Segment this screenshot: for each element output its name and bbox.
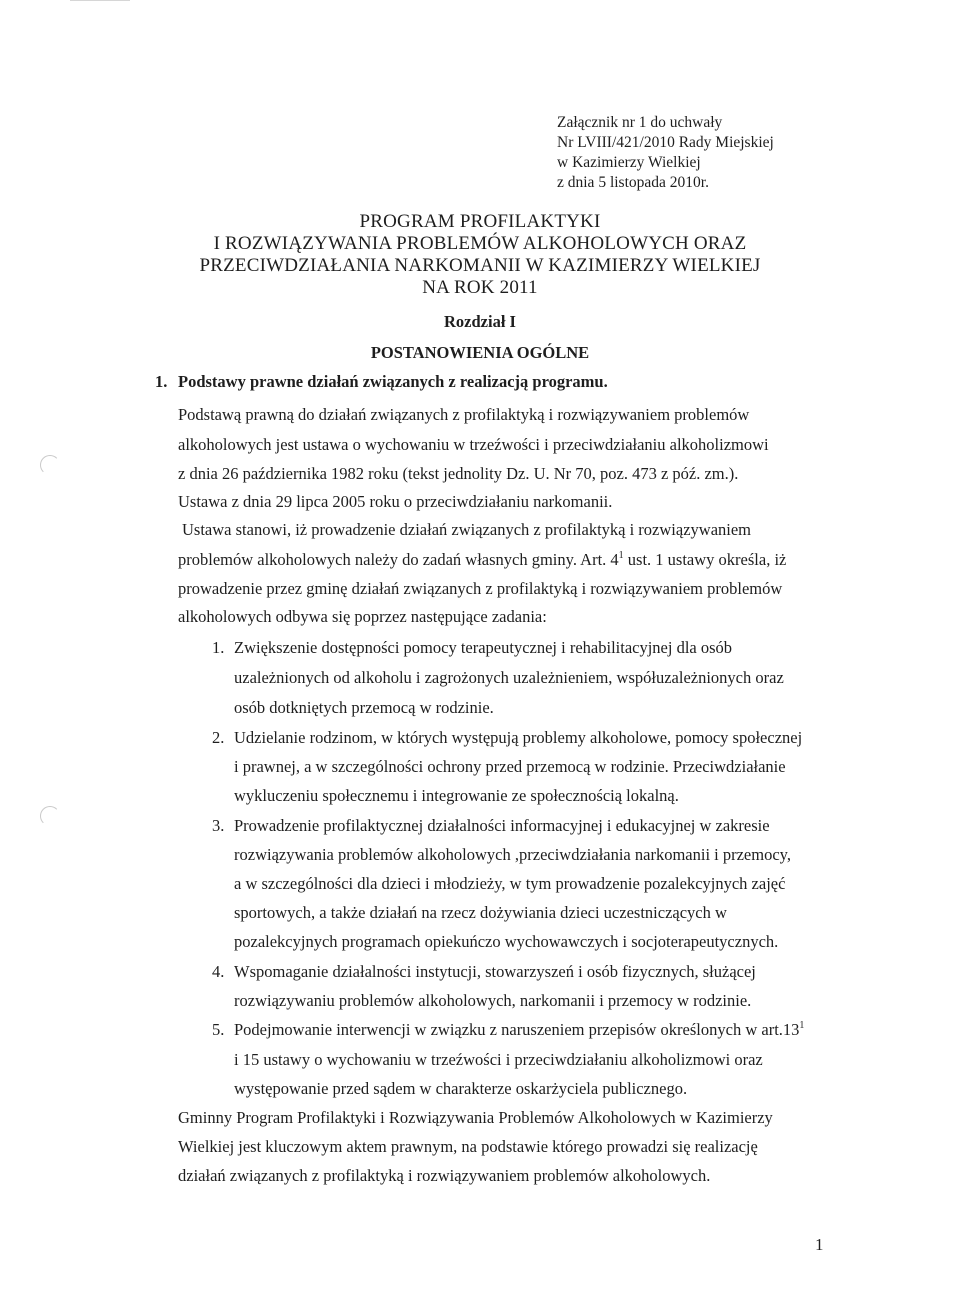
task-number: 2. <box>212 728 225 747</box>
paragraph-line <box>178 550 786 570</box>
title-line: PROGRAM PROFILAKTYKI <box>359 211 601 232</box>
annex-line: w Kazimierzy Wielkiej <box>557 154 701 171</box>
title-line: PRZECIWDZIAŁANIA NARKOMANII W KAZIMIERZY WIELKIEJ <box>199 255 761 276</box>
paragraph-line: alkoholowych odbywa się poprzez następujące zadania: <box>178 607 547 626</box>
paragraph-text: problemów alkoholowych należy do zadań własnych gminy. Art. 4 <box>178 550 619 569</box>
task-text: Podejmowanie interwencji w związku z naruszeniem przepisów określonych w art.13 <box>234 1020 800 1039</box>
task-line: rozwiązywaniu problemów alkoholowych, narkomanii i przemocy w rodzinie. <box>234 991 752 1010</box>
punch-hole-mark <box>40 455 60 475</box>
task-line: Zwiększenie dostępności pomocy terapeutycznej i rehabilitacyjnej dla osób <box>234 638 733 657</box>
punch-hole-mark <box>40 806 60 826</box>
task-line: i 15 ustawy o wychowaniu w trzeźwości i przeciwdziałaniu alkoholizmowi oraz <box>234 1050 763 1069</box>
section-heading-text: Podstawy prawne działań związanych z realizacją programu. <box>178 372 608 391</box>
paragraph-line: Wielkiej jest kluczowym aktem prawnym, na podstawie którego prowadzi się realizację <box>178 1137 758 1156</box>
annex-reference <box>557 113 774 193</box>
paragraph-line: z dnia 26 października 1982 roku (tekst jednolity Dz. U. Nr 70, poz. 473 z póź. zm.). <box>178 464 739 483</box>
paragraph-line: Ustawa z dnia 29 lipca 2005 roku o przeciwdziałaniu narkomanii. <box>178 492 613 511</box>
task-line: uzależnionych od alkoholu i zagrożonych uzależnieniem, współuzależnionych oraz <box>234 668 784 687</box>
paragraph-line: alkoholowych jest ustawa o wychowaniu w trzeźwości i przeciwdziałaniu alkoholizmowi <box>178 435 769 454</box>
annex-line: Nr LVIII/421/2010 Rady Miejskiej <box>557 134 774 151</box>
task-line: Prowadzenie profilaktycznej działalności informacyjnej i edukacyjnej w zakresie <box>234 816 770 835</box>
task-line: i prawnej, a w szczególności ochrony przed przemocą w rodzinie. Przeciwdziałanie <box>234 757 786 776</box>
page-number: 1 <box>815 1235 824 1254</box>
task-line <box>234 1020 804 1040</box>
paragraph-text: ust. 1 ustawy określa, iż <box>623 550 787 569</box>
task-number: 3. <box>212 816 225 835</box>
annex-line: z dnia 5 listopada 2010r. <box>557 174 709 191</box>
title-line: I ROZWIĄZYWANIA PROBLEMÓW ALKOHOLOWYCH ORAZ <box>213 233 747 254</box>
task-line: Udzielanie rodzinom, w których występują problemy alkoholowe, pomocy społecznej <box>234 728 803 747</box>
paragraph-line: Gminny Program Profilaktyki i Rozwiązywania Problemów Alkoholowych w Kazimierzy <box>178 1108 773 1127</box>
task-line: pozalekcyjnych programach opiekuńczo wychowawczych i socjoterapeutycznych. <box>234 932 779 951</box>
paragraph-line: działań związanych z profilaktyką i rozwiązywaniem problemów alkoholowych. <box>178 1166 711 1185</box>
superscript: 1 <box>799 1020 805 1031</box>
task-line: występowanie przed sądem w charakterze oskarżyciela publicznego. <box>234 1079 688 1098</box>
chapter-title: POSTANOWIENIA OGÓLNE <box>370 343 590 362</box>
title-line: NA ROK 2011 <box>422 277 538 298</box>
superscript: 1 <box>618 550 624 561</box>
section-number: 1. <box>155 372 168 391</box>
task-number: 4. <box>212 962 225 981</box>
scan-smudge <box>70 0 130 9</box>
task-line: a w szczególności dla dzieci i młodzieży, w tym prowadzenie pozalekcyjnych zajęć <box>234 874 786 893</box>
task-line: rozwiązywania problemów alkoholowych ,przeciwdziałania narkomanii i przemocy, <box>234 845 791 864</box>
task-line: osób dotkniętych przemocą w rodzinie. <box>234 698 494 717</box>
task-number: 1. <box>212 638 225 657</box>
document-title <box>0 211 960 299</box>
paragraph-line: prowadzenie przez gminę działań związanych z profilaktyką i rozwiązywaniem problemów <box>178 579 783 598</box>
annex-line: Załącznik nr 1 do uchwały <box>557 114 723 131</box>
task-line: Wspomaganie działalności instytucji, stowarzyszeń i osób fizycznych, służącej <box>234 962 756 981</box>
paragraph-line: Podstawą prawną do działań związanych z profilaktyką i rozwiązywaniem problemów <box>178 405 750 424</box>
task-line: wykluczeniu społecznemu i integrowanie ze społecznością lokalną. <box>234 786 679 805</box>
paragraph-line: Ustawa stanowi, iż prowadzenie działań związanych z profilaktyką i rozwiązywaniem <box>182 520 752 539</box>
task-line: sportowych, a także działań na rzecz dożywiania dzieci uczestniczących w <box>234 903 727 922</box>
section-heading <box>155 372 608 392</box>
chapter-label: Rozdział I <box>444 312 516 331</box>
task-number: 5. <box>212 1020 225 1039</box>
